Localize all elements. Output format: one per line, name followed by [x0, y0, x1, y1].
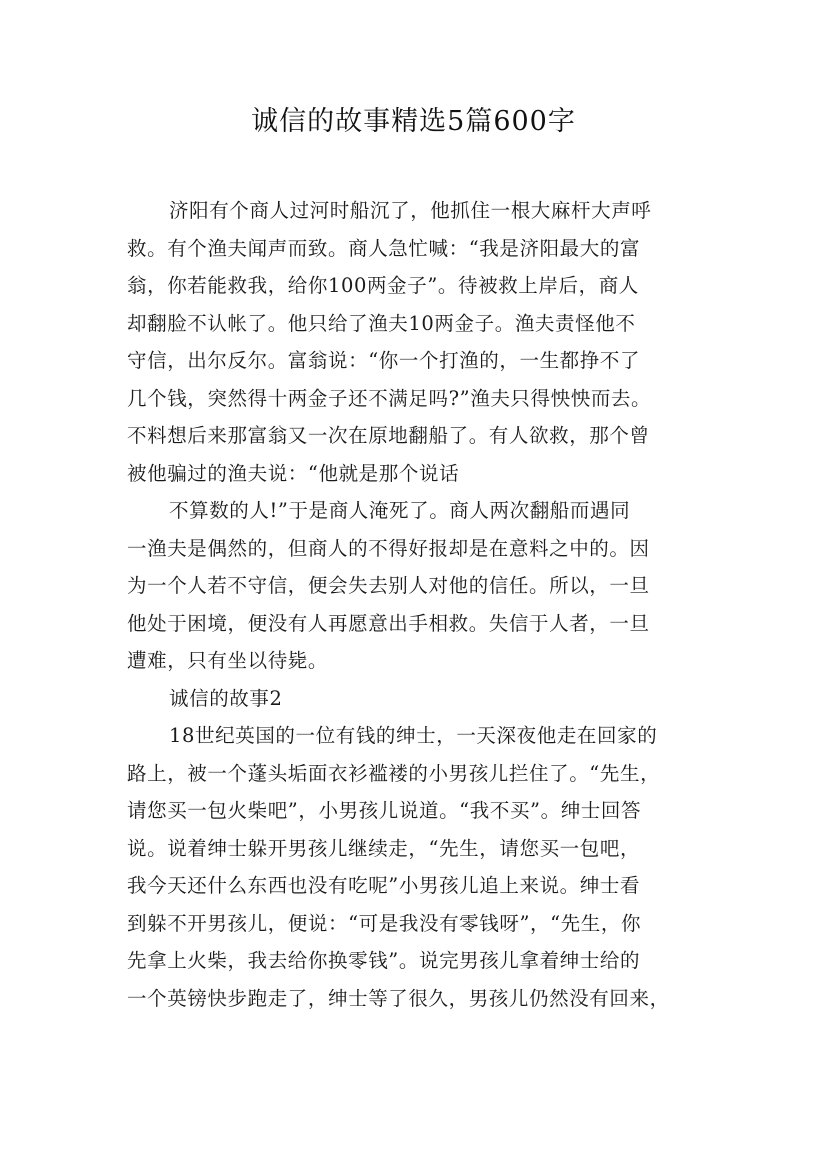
paragraph-line: 救。有个渔夫闻声而致。商人急忙喊：“我是济阳最大的富 [127, 236, 641, 260]
section-heading: 诚信的故事2 [169, 686, 283, 710]
paragraph-line: 说。说着绅士躲开男孩儿继续走，“先生，请您买一包吧， [127, 836, 641, 860]
paragraph-line: 为一个人若不守信，便会失去别人对他的信任。所以，一旦 [127, 574, 650, 597]
paragraph-line: 遭难，只有坐以待毙。 [127, 649, 329, 672]
paragraph-line: 先拿上火柴，我去给你换零钱”。说完男孩儿拿着绅士给的 [127, 949, 641, 972]
paragraph-line: 被他骗过的渔夫说：“他就是那个说话 [127, 461, 460, 485]
paragraph-line: 他处于困境，便没有人再愿意出手相救。失信于人者，一旦 [127, 611, 650, 635]
paragraph-line: 不算数的人!”于是商人淹死了。商人两次翻船而遇同 [169, 499, 631, 522]
paragraph-line: 到躲不开男孩儿，便说：“可是我没有零钱呀”，“先生，你 [127, 911, 642, 935]
paragraph-line: 路上，被一个蓬头垢面衣衫褴褛的小男孩儿拦住了。“先生， [127, 761, 661, 785]
paragraph-line: 却翻脸不认帐了。他只给了渔夫10两金子。渔夫责怪他不 [127, 311, 636, 335]
paragraph-line: 济阳有个商人过河时船沉了，他抓住一根大麻杆大声呼 [169, 199, 652, 222]
paragraph-line: 请您买一包火柴吧”，小男孩儿说道。“我不买”。绅士回答 [127, 799, 642, 822]
paragraph-line: 几个钱，突然得十两金子还不满足吗?”渔夫只得怏怏而去。 [127, 386, 652, 410]
paragraph-line: 18世纪英国的一位有钱的绅士，一天深夜他走在回家的 [169, 724, 658, 747]
paragraph-line: 一个英镑快步跑走了，绅士等了很久，男孩儿仍然没有回来， [127, 986, 670, 1010]
paragraph-line: 不料想后来那富翁又一次在原地翻船了。有人欲救，那个曾 [127, 424, 650, 447]
document-body [127, 192, 707, 1017]
paragraph-line: 一渔夫是偶然的，但商人的不得好报却是在意料之中的。因 [127, 536, 650, 560]
paragraph-line: 我今天还什么东西也没有吃呢”小男孩儿追上来说。绅士看 [127, 874, 641, 897]
paragraph-line: 翁，你若能救我，给你100两金子”。待被救上岸后，商人 [127, 274, 639, 297]
paragraph-line: 守信，出尔反尔。富翁说：“你一个打渔的，一生都挣不了 [127, 349, 641, 372]
document-title: 诚信的故事精选5篇600字 [251, 106, 576, 137]
